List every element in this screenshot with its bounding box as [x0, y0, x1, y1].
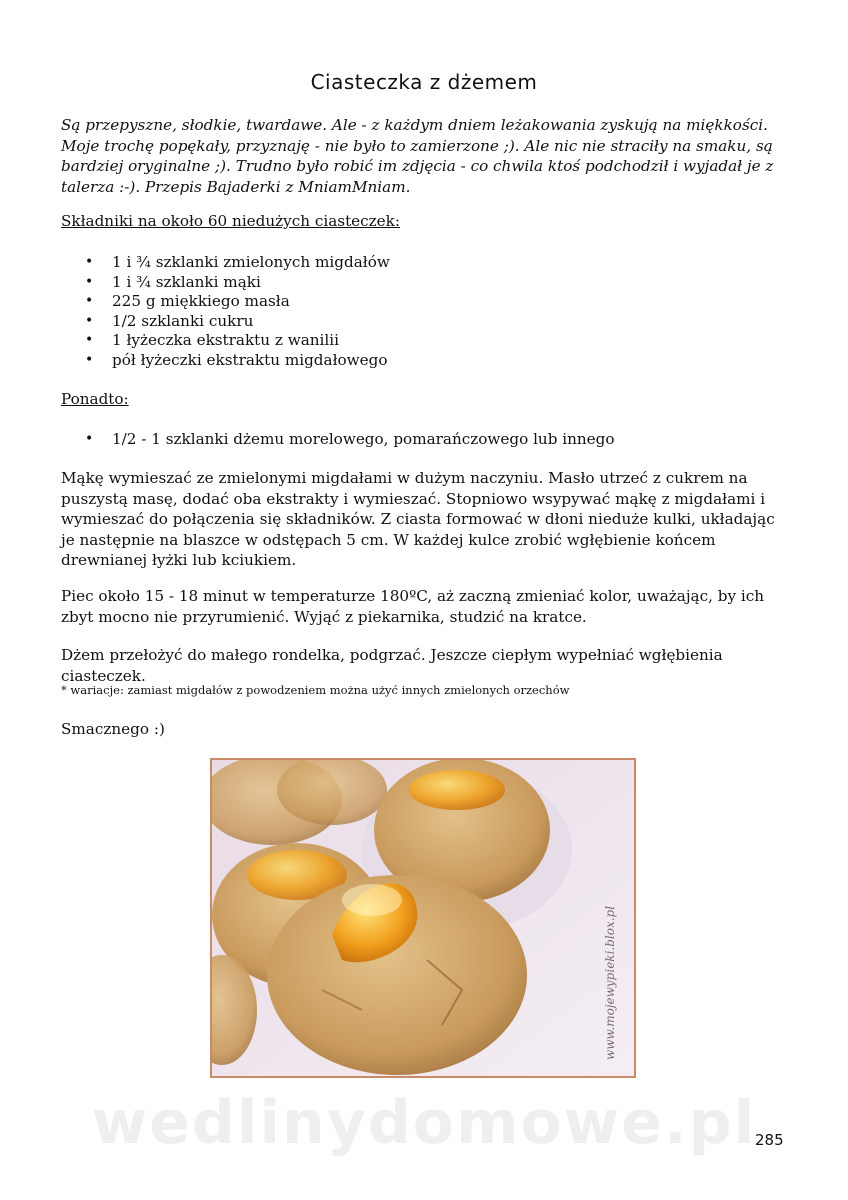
intro-paragraph: Są przepyszne, słodkie, twardawe. Ale - z każdym dniem leżakowania zyskują na miękkości. Moje trochę popękały, przyznaję - nie było to zamierzone ;). Ale nic nie straciły na smaku, są bardziej oryginalne ;). Trudno było robić im zdjęcia - co chwila ktoś podchodził i wyjadał je z talerza :-). Przepis Bajaderki z MniamMniam.	[61, 116, 774, 196]
list-item: • pół łyżeczki ekstraktu migdałowego	[61, 351, 761, 371]
site-watermark: wedlinydomowe.pl	[91, 1088, 757, 1158]
list-item: • 1 i ¾ szklanki zmielonych migdałów	[61, 253, 761, 273]
ingredients-heading: Składniki na około 60 niedużych ciasteczek:	[61, 212, 400, 230]
ingredients-list	[61, 253, 761, 370]
list-item: • 225 g miękkiego masła	[61, 292, 761, 312]
page-title: Ciasteczka z dżemem	[310, 70, 538, 94]
step-paragraph-1: Mąkę wymieszać ze zmielonymi migdałami w dużym naczyniu. Masło utrzeć z cukrem na puszystą masę, dodać oba ekstrakty i wymieszać. Stopniowo wsypywać mąkę z migdałami i wymieszać do połączenia się składników. Z ciasta formować w dłoni nieduże kulki, układając je następnie na blaszce w odstępach 5 cm. W każdej kulce zrobić wgłębienie końcem drewnianej łyżki lub kciukiem.	[61, 469, 775, 569]
extra-list	[61, 430, 761, 450]
extra-heading: Ponadto:	[61, 390, 129, 408]
variation-note: * wariacje: zamiast migdałów z powodzeniem można użyć innych zmielonych orzechów	[61, 683, 570, 697]
cookie-photo	[210, 758, 636, 1078]
closing-text: Smacznego :)	[61, 720, 165, 738]
photo-watermark: www.mojewypieki.blox.pl	[603, 905, 617, 1060]
list-item: • 1 łyżeczka ekstraktu z wanilii	[61, 331, 761, 351]
list-item: • 1 i ¾ szklanki mąki	[61, 273, 761, 293]
step-paragraph-2: Piec około 15 - 18 minut w temperaturze 180ºC, aż zaczną zmieniać kolor, uważając, by ich zbyt mocno nie przyrumienić. Wyjąć z piekarnika, studzić na kratce.	[61, 587, 765, 626]
list-item: • 1/2 szklanki cukru	[61, 312, 761, 332]
list-item: • 1/2 - 1 szklanki dżemu morelowego, pomarańczowego lub innego	[61, 430, 761, 450]
cookie-photo-illustration	[212, 760, 634, 1076]
step-paragraph-3: Dżem przełożyć do małego rondelka, podgrzać. Jeszcze ciepłym wypełniać wgłębienia ciasteczek.	[61, 646, 723, 685]
page-number: 285	[755, 1131, 784, 1149]
